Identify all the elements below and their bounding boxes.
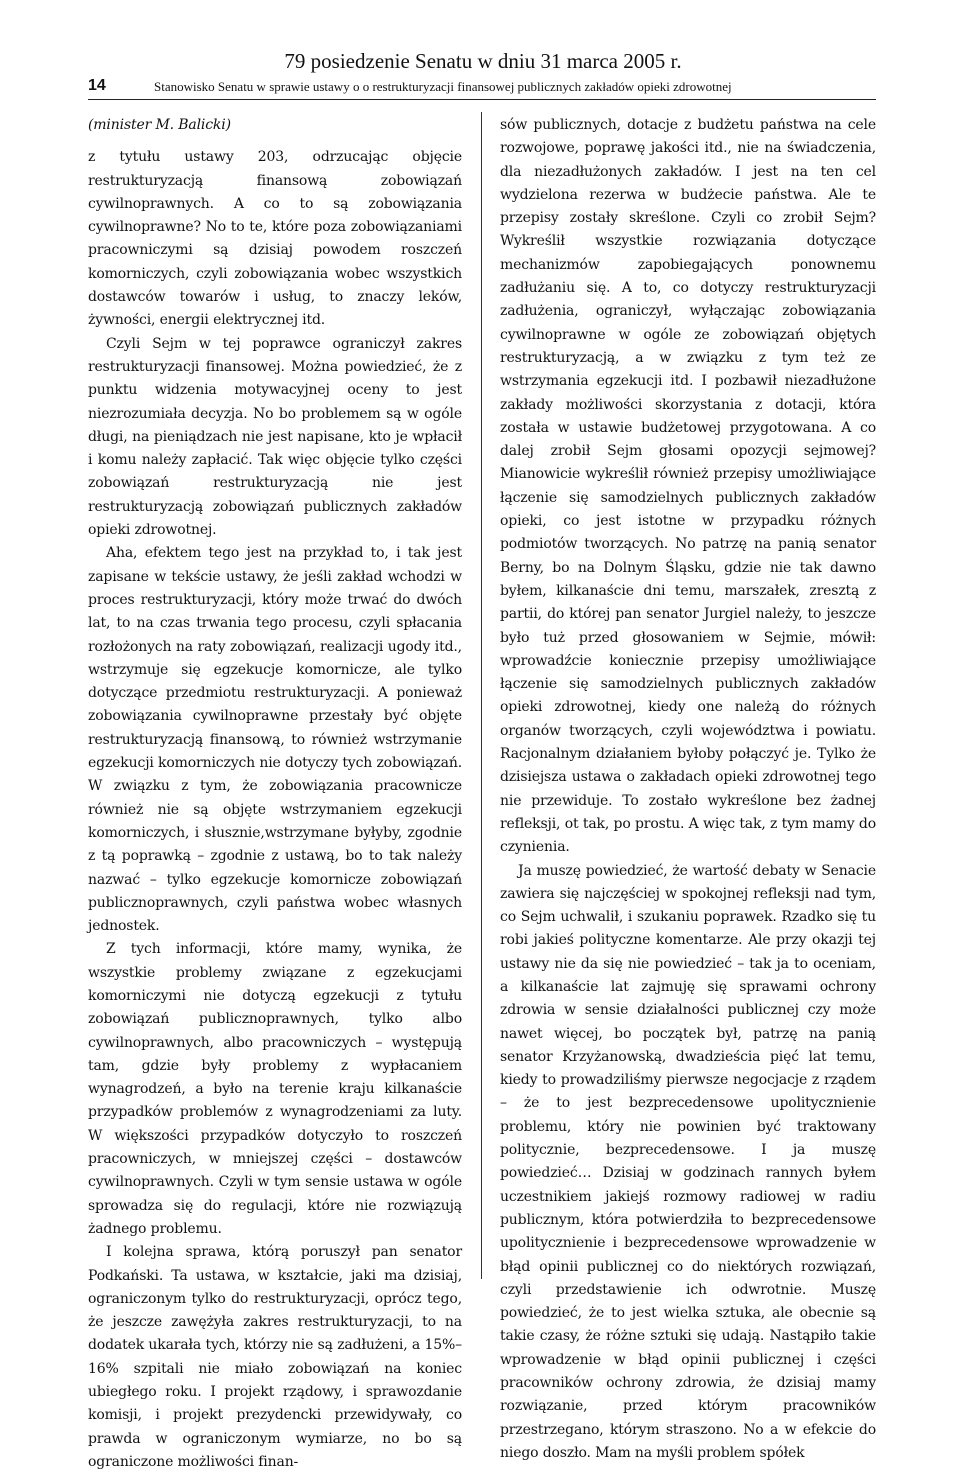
running-head: Stanowisko Senatu w sprawie ustawy o o restrukturyzacji finansowej publicznych zakładów opieki zdrowotnej: [154, 79, 732, 94]
paragraph: Z tych informacji, które mamy, wynika, że wszystkie problemy związane z egzekucjami komorniczymi nie dotyczą egzekucji z tytułu zobowiązań publicznoprawnych, tylko albo cywilnoprawnych, albo pracowniczych – występują tam, gdzie były problemy z wypłacaniem wynagrodzeń, a było na terenie kraju kilkanaście przypadków problemów z wynagrodzeniami za luty. W większości przypadków dotyczyło to roszczeń pracowniczych, w mniejszej części – dostawców cywilnoprawnych. Czyli w tym sensie ustawa w ogóle sprowadza się do regulacji, które nie rozwiązują żadnego problemu.: [88, 941, 462, 1237]
speaker-label: (minister M. Balicki): [88, 117, 231, 133]
paragraph: I kolejna sprawa, którą poruszył pan senator Podkański. Ta ustawa, w kształcie, jaki ma dzisiaj, ograniczonym tylko do restrukturyzacji, oprócz tego, że jeszcze zawężyła zakres restrukturyzacji, to na dodatek ukarała tych, którzy nie są zadłużeni, a 15%–16% szpitali nie miało zobowiązań na koniec ubiegłego roku. I projekt rządowy, i sprawozdanie komisji, i projekt prezydencki przewidywały, co prawda w ograniczonym wymiarze, no bo są ograniczone możliwości finan-: [88, 1244, 462, 1470]
right-column: [500, 114, 876, 1465]
column-divider: [481, 112, 482, 1279]
paragraph: sów publicznych, dotacje z budżetu państwa na cele rozwojowe, poprawę jakości itd., nie na świadczenia, dla niezadłużonych zakładów. I jest na ten cel wydzielona rezerwa w budżecie państwa. Ale te przepisy zostały skreślone. Czyli co zrobił Sejm? Wykreślił wszystkie rozwiązania dotyczące mechanizmów zapobiegających ponownemu zadłużaniu się. A to, co dotyczy restrukturyzacji zadłużenia, ograniczył, wyłączając zobowiązania cywilnoprawne w ogóle ze zobowiązań objętych restrukturyzacją, a w związku z tym też ze wstrzymania egzekucji itd. I pozbawił niezadłużone zakłady możliwości skorzystania z dotacji, która została w ustawie budżetowej przygotowana. A co dalej zrobił Sejm głosami opozycji sejmowej? Mianowicie wykreślił również przepisy umożliwiające łączenie się samodzielnych publicznych zakładów opieki, co jest istotne w przypadku różnych podmiotów tworzących. No patrzę na panią senator Berny, bo na Dolnym Śląsku, gdzie nie tak dawno byłem, kilkanaście dni temu, marszałek, zresztą z partii, do której pan senator Jurgiel należy, to jeszcze było tuż przed głosowaniem w Sejmie, mówił: wprowadźcie koniecznie przepisy umożliwiające łączenie się samodzielnych publicznych zakładów opieki zdrowotnej, kiedy one należą do różnych organów tworzących, czyli województwa i powiatu. Racjonalnym działaniem byłoby połączyć je. Tylko że dzisiejsza ustawa o zakładach opieki zdrowotnej tego nie przewiduje. To zostało wykreślone bez żadnej refleksji, ot tak, po prostu. A więc tak, z tym mamy do czynienia.: [500, 117, 876, 856]
paragraph: Aha, efektem tego jest na przykład to, i tak jest zapisane w tekście ustawy, że jeśli zakład wchodzi w proces restrukturyzacji, który może trwać do dwóch lat, to na czas trwania tego procesu, czyli spłacania rozłożonych na raty zobowiązań, realizacji ugody itd., wstrzymuje się egzekucje komornicze, ale tylko dotyczące przedmiotu restrukturyzacji. A ponieważ zobowiązania cywilnoprawne przestały być objęte restrukturyzacją finansową, to również wstrzymanie egzekucji komorniczych nie dotyczy tych zobowiązań. W związku z tym, że zobowiązania pracownicze również nie są objęte wstrzymaniem egzekucji komorniczych, i słusznie,wstrzymane byłyby, zgodnie z tą poprawką – zgodnie z ustawą, bo to tak należy nazwać – tylko egzekucje komornicze zobowiązań publicznoprawnych, czyli państwa wobec własnych jednostek.: [88, 545, 462, 935]
left-column: [88, 114, 462, 1474]
paragraph: Ja muszę powiedzieć, że wartość debaty w Senacie zawiera się najczęściej w spokojnej refleksji nad tym, co Sejm uchwalił, i szukaniu poprawek. Rzadko się tu robi jakieś polityczne komentarze. Ale przy okazji tej ustawy nie da się nie powiedzieć – tak ja to oceniam, a kilkanaście lat zajmuję się sprawami ochrony zdrowia w sensie działalności publicznej czy może nawet więcej, bo początek był, patrzę na panią senator Krzyżanowską, dwadzieścia pięć lat temu, kiedy to prowadziliśmy pierwsze negocjacje z rządem – że to jest bezprecedensowe upolitycznienie problemu, który nie powinien być traktowany politycznie, bezprecedensowe. I ja muszę powiedzieć… Dzisiaj w godzinach rannych byłem uczestnikiem jakiejś rozmowy radiowej w radiu publicznym, która potwierdziła to bezprecedensowe upolitycznienie i bezprecedensowe wprowadzenie w błąd opinii publicznej co do niektórych rozwiązań, czyli przedstawienie ich odwrotnie. Muszę powiedzieć, że to jest wielka sztuka, ale obecnie są takie czasy, że różne sztuki się udają. Nastąpiło takie wprowadzenie w błąd opinii publicznej i części pracowników ochrony zdrowia, że dzisiaj mamy rozwiązanie, przed którym pracowników przestrzegano, którym straszono. No a w efekcie do niego doszło. Mam na myśli problem spółek: [500, 862, 876, 1461]
paragraph: z tytułu ustawy 203, odrzucając objęcie restrukturyzacją finansową zobowiązań cywilnoprawnych. A co to są zobowiązania cywilnoprawne? No to te, które poza zobowiązaniami pracowniczymi są dzisiaj powodem roszczeń komorniczych, czyli zobowiązania wobec wszystkich dostawców towarów i usług, to znaczy leków, żywności, energii elektrycznej itd.: [88, 149, 462, 329]
page-title: 79 posiedzenie Senatu w dniu 31 marca 2005 r.: [284, 49, 682, 73]
page-header: [88, 48, 878, 98]
header-rule: [88, 99, 876, 100]
paragraph: Czyli Sejm w tej poprawce ograniczył zakres restrukturyzacji finansowej. Można powiedzieć, że z punktu widzenia motywacyjnej oceny to jest niezrozumiała decyzja. No bo problemem są w ogóle długi, na pieniądzach nie jest napisane, kto je wpłacił i komu należy zapłacić. Tak więc objęcie tylko części zobowiązań restrukturyzacją nie jest restrukturyzacją zobowiązań publicznych zakładów opieki zdrowotnej.: [88, 335, 462, 539]
page-number: 14: [88, 77, 106, 94]
